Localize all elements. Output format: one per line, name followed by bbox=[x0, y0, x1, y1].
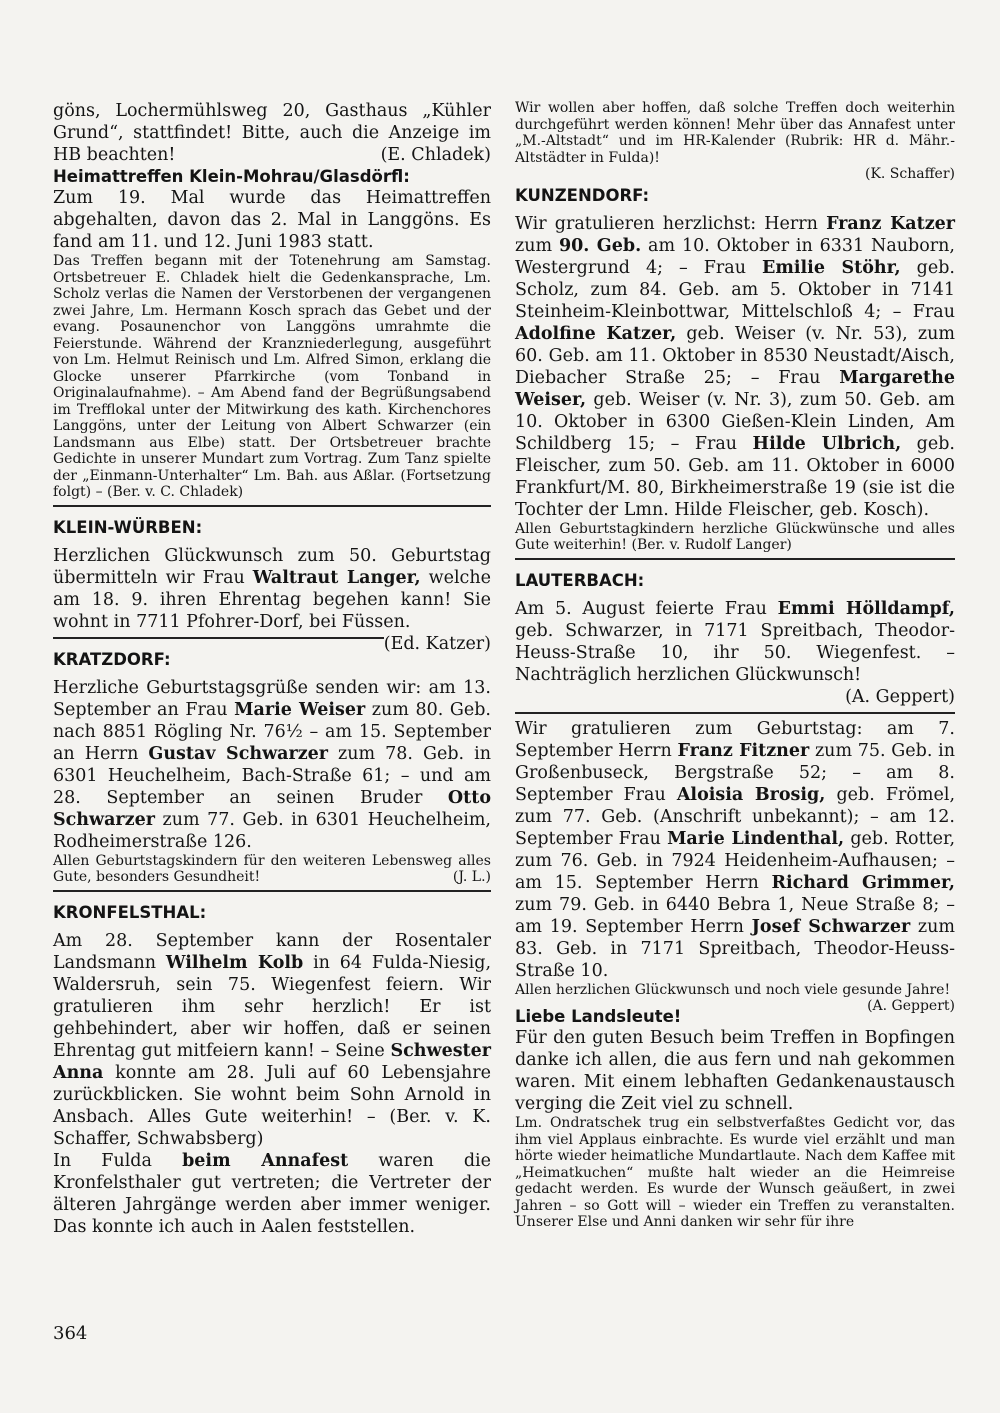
paragraph: Herzliche Geburtstagsgrüße senden wir: am 13. September an Frau Marie Weiser zum 80. Geb. nach 8851 Rögling Nr. 76½ – am 15. September an Herrn Gustav Schwarzer zum 78. Geb. in 6301 Heuchelheim, Bach-Straße 61; – und am 28. September an seinen Bruder Otto Schwarzer zum 77. Geb. in 6301 Heuchelheim, Rodheimerstraße 126. bbox=[53, 677, 492, 852]
paragraph-small: Das Treffen begann mit der Totenehrung am Samstag. Ortsbetreuer E. Chladek hielt die Gedenkansprache, Lm. Scholz verlas die Namen der Verstorbenen der vergangenen zwei Jahre, Lm. Hermann Kosch sprach das Gebet und der evang. Posaunenchor von Langgöns umrahmte die Feierstunde. Während der Kranzniederlegung, ausgeführt von Lm. Helmut Reinisch und Lm. Alfred Simon, erklang die Glocke unserer Pfarrkirche (vom Tonband in Originalaufnahme). – Am Abend fand der Begrüßungsabend im Trefflokal unter der Mitwirkung des kath. Kirchenchores Langgöns, unter der Leitung von Albert Schwarzer (ein Landsmann aus Elbe) statt. Der Ortsbetreuer brachte Gedichte in unserer Mundart zum Vortrag. Zum Tanz spielte der „Einmann-Unterhalter“ Lm. Bah. aus Aßlar. (Fortsetzung folgt) – (Ber. v. C. Chladek) bbox=[53, 253, 491, 500]
paragraph-small: Allen Geburtstagkindern herzliche Glückwünsche und alles Gute weiterhin! (Ber. v. Rudolf Langer) bbox=[515, 520, 955, 553]
paragraph-small: Wir wollen aber hoffen, daß solche Treffen doch weiterhin durchgeführt werden können! Mehr über das Annafest unter „M.-Altstadt“ und im HR-Kalender (Rubrik: HR d. Mähr.-Altstädter in Fulda)! bbox=[515, 100, 955, 166]
divider bbox=[515, 712, 955, 714]
signature: (A. Geppert) bbox=[867, 998, 955, 1014]
paragraph-small: Allen Geburtstagskindern für den weiteren Lebensweg alles Gute, besonders Gesundheit! (J. L.) bbox=[53, 852, 491, 885]
signature: (K. Schaffer) bbox=[864, 166, 955, 182]
paragraph: Herzlichen Glückwunsch zum 50. Geburtstag übermitteln wir Frau Waltraut Langer, welche am 18. 9. ihren Ehrentag begehen kann! Sie wohnt in 7711 Pfohrer-Dorf, bei Füssen. (Ed. Katzer) bbox=[53, 545, 491, 654]
section-heading-klein-mohrau: Heimattreffen Klein-Mohrau/Glasdörfl: bbox=[53, 167, 410, 186]
paragraph: Am 28. September kann der Rosentaler Landsmann Wilhelm Kolb in 64 Fulda-Niesig, Waldersruh, sein 75. Wiegenfest feiern. Wir gratulieren ihm sehr herzlich! Er ist gehbehindert, aber wir hoffen, daß er seinen Ehrentag gut mitfeiern kann! – Seine Schwester Anna konnte am 28. Juli auf 60 Lebensjahre zurückblicken. Sie wohnt beim Sohn Arnold in Ansbach. Alles Gute weiterhin! – (Ber. v. K. Schaffer, Schwabsberg) bbox=[53, 930, 492, 1149]
divider bbox=[515, 558, 955, 560]
paragraph-small: Lm. Ondratschek trug ein selbstverfaßtes Gedicht vor, das ihm viel Applaus einbrachte. Es wurde viel erzählt und man hörte wieder heimatliche Mundartlaute. Nach dem Kaffee mit „Heimatkuchen“ mußte halt wieder an die Heimreise gedacht werden. Es wurde der Wunsch geäußert, in zwei Jahren – so Gott will – wieder ein Treffen zu veranstalten. Unserer Else und Anni danken wir sehr für ihre bbox=[515, 1115, 955, 1230]
paragraph: Am 5. August feierte Frau Emmi Hölldampf, geb. Schwarzer, in 7171 Spreitbach, Theodor-Heuss-Straße 10, ihr 50. Wiegenfest. – Nachträglich herzlichen Glückwunsch! bbox=[515, 598, 955, 685]
signature: (J. L.) bbox=[452, 869, 491, 885]
left-column bbox=[53, 100, 491, 1238]
section-heading-klein-wuerben: KLEIN-WÜRBEN: bbox=[53, 517, 203, 537]
paragraph: Wir gratulieren zum Geburtstag: am 7. September Herrn Franz Fitzner zum 75. Geb. in Großenbuseck, Bergstraße 52; – am 8. September Frau Aloisia Brosig, geb. Frömel, zum 77. Geb. (Anschrift unbekannt); – am 12. September Frau Marie Lindenthal, geb. Rotter, zum 76. Geb. in 7924 Heidenheim-Aufhausen; – am 15. September Herrn Richard Grimmer, zum 79. Geb. in 6440 Bebra 1, Neue Straße 8; – am 19. September Herrn Josef Schwarzer zum 83. Geb. in 7171 Spreitbach, Theodor-Heuss-Straße 10. bbox=[515, 718, 956, 981]
page-number: 364 bbox=[53, 1323, 88, 1344]
section-heading-lauterbach: LAUTERBACH: bbox=[515, 570, 645, 590]
section-heading-kunzendorf: KUNZENDORF: bbox=[515, 185, 650, 205]
paragraph-small: Allen herzlichen Glückwunsch und noch viele gesunde Jahre! (A. Geppert) bbox=[515, 981, 955, 1014]
article-intro: göns, Lochermühlsweg 20, Gasthaus „Kühler Grund“, stattfindet! Bitte, auch die Anzeige im HB beachten! (E. Chladek) bbox=[53, 101, 491, 165]
section-heading-kronfelsthal: KRONFELSTHAL: bbox=[53, 902, 207, 922]
section-heading-liebe-landsleute: Liebe Landsleute! bbox=[515, 1007, 682, 1026]
right-column bbox=[515, 100, 955, 1231]
paragraph: Zum 19. Mal wurde das Heimattreffen abgehalten, davon das 2. Mal in Langgöns. Es fand am 11. und 12. Juni 1983 statt. bbox=[53, 188, 491, 252]
divider bbox=[53, 890, 491, 892]
signature: (E. Chladek) bbox=[380, 145, 491, 165]
signature: (A. Geppert) bbox=[845, 686, 955, 707]
paragraph: Wir gratulieren herzlichst: Herrn Franz Katzer zum 90. Geb. am 10. Oktober in 6331 Nauborn, Westergrund 4; – Frau Emilie Stöhr, geb. Scholz, zum 84. Geb. am 5. Oktober in 7141 Steinheim-Kleinbottwar, Mittelschloß 4; – Frau Adolfine Katzer, geb. Weiser (v. Nr. 53), zum 60. Geb. am 11. Oktober in 8530 Neustadt/Aisch, Diebacher Straße 25; – Frau Margarethe Weiser, geb. Weiser (v. Nr. 3), zum 50. Geb. am 10. Oktober in 6300 Gießen-Klein Linden, Am Schildberg 15; – Frau Hilde Ulbrich, geb. Fleischer, zum 50. Geb. am 11. Oktober in 6000 Frankfurt/M. 80, Birkheimerstraße 19 (sie ist die Tochter der Lmn. Hilde Fleischer, geb. Kosch). bbox=[515, 213, 955, 520]
paragraph: In Fulda beim Annafest waren die Kronfelsthaler gut vertreten; die Vertreter der älteren Jahrgänge werden aber immer weniger. Das konnte ich auch in Aalen feststellen. bbox=[53, 1150, 491, 1237]
paragraph: Für den guten Besuch beim Treffen in Bopfingen danke ich allen, die aus fern und nah gekommen waren. Mit einem lebhaften Gedankenaustausch verging die Zeit viel zu schnell. bbox=[515, 1028, 955, 1114]
divider bbox=[53, 505, 491, 507]
signature: (Ed. Katzer) bbox=[383, 633, 491, 654]
divider bbox=[53, 637, 384, 639]
section-heading-kratzdorf: KRATZDORF: bbox=[53, 649, 171, 669]
